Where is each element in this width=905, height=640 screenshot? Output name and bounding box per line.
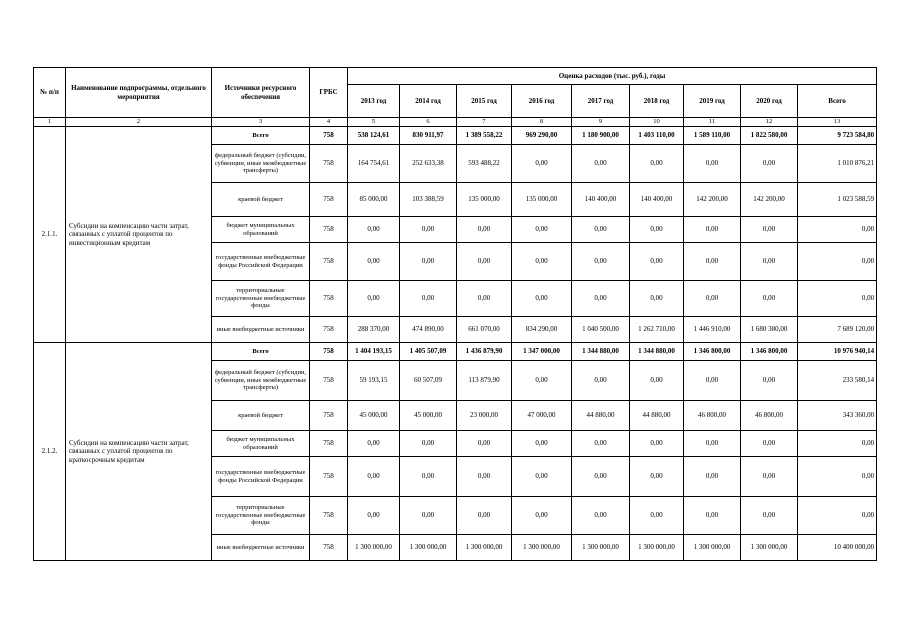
year-value: 1 344 880,00 [572,343,630,361]
year-value: 1 405 507,09 [400,343,457,361]
funding-source: краевой бюджет [212,401,310,431]
funding-source: федеральный бюджет (субсидии, субвенции, иные межбюджетные трансферты) [212,361,310,401]
grbs-code: 758 [310,217,348,243]
year-value: 47 000,00 [512,401,572,431]
year-value: 0,00 [400,457,457,497]
year-value: 0,00 [572,431,630,457]
row-total: 233 580,14 [798,361,877,401]
column-index: 13 [798,118,877,127]
year-value: 0,00 [741,243,798,281]
year-value: 0,00 [630,243,684,281]
year-value: 0,00 [400,243,457,281]
year-value: 0,00 [348,281,400,317]
year-value: 474 890,00 [400,317,457,343]
funding-source: федеральный бюджет (субсидии, субвенции, иные межбюджетные трансферты) [212,145,310,183]
year-value: 0,00 [741,457,798,497]
year-value: 0,00 [400,217,457,243]
funding-source: бюджет муниципальных образований [212,217,310,243]
year-value: 0,00 [630,361,684,401]
year-value: 0,00 [400,431,457,457]
year-value: 0,00 [512,145,572,183]
column-index: 8 [512,118,572,127]
funding-source: территориальные государственные внебюджетные фонды [212,281,310,317]
year-value: 0,00 [741,431,798,457]
row-total: 343 360,00 [798,401,877,431]
column-index: 7 [457,118,512,127]
year-value: 0,00 [684,145,741,183]
year-value: 1 300 000,00 [684,535,741,561]
year-value: 135 000,00 [457,183,512,217]
year-value: 1 347 000,00 [512,343,572,361]
row-total: 0,00 [798,431,877,457]
year-value: 1 300 000,00 [400,535,457,561]
year-value: 0,00 [572,243,630,281]
year-value: 103 388,59 [400,183,457,217]
column-index: 12 [741,118,798,127]
header-year: 2016 год [512,85,572,118]
year-value: 834 290,00 [512,317,572,343]
grbs-code: 758 [310,127,348,145]
header-year: 2015 год [457,85,512,118]
column-index: 10 [630,118,684,127]
table-row [34,127,877,145]
grbs-code: 758 [310,145,348,183]
funding-source: государственные внебюджетные фонды Российской Федерации [212,243,310,281]
year-value: 0,00 [512,281,572,317]
grbs-code: 758 [310,431,348,457]
column-index: 5 [348,118,400,127]
year-value: 1 040 500,00 [572,317,630,343]
year-value: 0,00 [457,243,512,281]
year-value: 1 344 880,00 [630,343,684,361]
year-value: 0,00 [348,497,400,535]
funding-source: иные внебюджетные источники [212,535,310,561]
column-index: 9 [572,118,630,127]
year-value: 1 262 710,00 [630,317,684,343]
year-value: 1 589 110,00 [684,127,741,145]
year-value: 1 680 380,00 [741,317,798,343]
row-total: 9 723 584,80 [798,127,877,145]
item-title: Субсидии на компенсацию части затрат, связанных с уплатой процентов по краткосрочным кредитам [66,343,212,561]
funding-source: бюджет муниципальных образований [212,431,310,457]
year-value: 0,00 [684,217,741,243]
grbs-code: 758 [310,317,348,343]
year-value: 140 400,00 [572,183,630,217]
funding-source: иные внебюджетные источники [212,317,310,343]
row-total: 0,00 [798,217,877,243]
year-value: 0,00 [348,243,400,281]
year-value: 593 488,22 [457,145,512,183]
header-total: Всего [798,85,877,118]
table-row [34,343,877,361]
grbs-code: 758 [310,183,348,217]
year-value: 46 800,00 [684,401,741,431]
year-value: 538 124,61 [348,127,400,145]
row-total: 0,00 [798,243,877,281]
grbs-code: 758 [310,457,348,497]
header-year: 2020 год [741,85,798,118]
year-value: 1 822 580,00 [741,127,798,145]
header-year: 2013 год [348,85,400,118]
year-value: 45 000,00 [348,401,400,431]
header-grbs: ГРБС [310,68,348,118]
year-value: 1 346 800,00 [684,343,741,361]
column-index: 1 [34,118,66,127]
year-value: 1 300 000,00 [457,535,512,561]
year-value: 23 000,00 [457,401,512,431]
year-value: 0,00 [572,497,630,535]
year-value: 0,00 [400,497,457,535]
row-total: 7 689 120,00 [798,317,877,343]
year-value: 59 193,15 [348,361,400,401]
year-value: 60 507,09 [400,361,457,401]
header-estimate: Оценка расходов (тыс. руб.), годы [348,68,877,85]
year-value: 0,00 [512,457,572,497]
column-index: 11 [684,118,741,127]
header-year: 2019 год [684,85,741,118]
column-index: 3 [212,118,310,127]
year-value: 252 633,38 [400,145,457,183]
year-value: 44 880,00 [630,401,684,431]
year-value: 44 880,00 [572,401,630,431]
funding-source: Всего [212,127,310,145]
grbs-code: 758 [310,243,348,281]
row-total: 0,00 [798,281,877,317]
year-value: 0,00 [741,361,798,401]
year-value: 661 070,00 [457,317,512,343]
year-value: 1 346 800,00 [741,343,798,361]
funding-source: краевой бюджет [212,183,310,217]
year-value: 0,00 [630,497,684,535]
grbs-code: 758 [310,343,348,361]
year-value: 1 300 000,00 [348,535,400,561]
header-name: Наименование подпрограммы, отдельного мероприятия [66,68,212,118]
year-value: 1 436 879,90 [457,343,512,361]
year-value: 135 000,00 [512,183,572,217]
year-value: 0,00 [572,145,630,183]
year-value: 0,00 [512,243,572,281]
grbs-code: 758 [310,361,348,401]
year-value: 0,00 [457,457,512,497]
year-value: 0,00 [684,431,741,457]
year-value: 164 754,61 [348,145,400,183]
year-value: 0,00 [512,431,572,457]
year-value: 0,00 [348,217,400,243]
item-number: 2.1.2. [34,343,66,561]
year-value: 1 300 000,00 [741,535,798,561]
year-value: 0,00 [457,281,512,317]
grbs-code: 758 [310,535,348,561]
year-value: 0,00 [741,217,798,243]
year-value: 288 370,00 [348,317,400,343]
funding-source: государственные внебюджетные фонды Российской Федерации [212,457,310,497]
year-value: 1 300 000,00 [572,535,630,561]
item-number: 2.1.1. [34,127,66,343]
year-value: 830 911,97 [400,127,457,145]
column-index: 2 [66,118,212,127]
year-value: 1 404 193,15 [348,343,400,361]
header-source: Источники ресурсного обеспечения [212,68,310,118]
year-value: 0,00 [741,497,798,535]
year-value: 0,00 [684,243,741,281]
header-num: № п/п [34,68,66,118]
year-value: 0,00 [457,431,512,457]
row-total: 10 976 940,14 [798,343,877,361]
year-value: 142 200,00 [684,183,741,217]
year-value: 0,00 [684,497,741,535]
year-value: 0,00 [572,217,630,243]
year-value: 0,00 [400,281,457,317]
year-value: 0,00 [457,497,512,535]
year-value: 969 290,00 [512,127,572,145]
year-value: 0,00 [630,145,684,183]
row-total: 10 400 000,00 [798,535,877,561]
expense-table [33,67,877,561]
year-value: 1 180 900,00 [572,127,630,145]
header-year: 2017 год [572,85,630,118]
row-total: 0,00 [798,457,877,497]
header-year: 2018 год [630,85,684,118]
year-value: 0,00 [512,361,572,401]
year-value: 0,00 [684,281,741,317]
year-value: 142 200,00 [741,183,798,217]
year-value: 0,00 [630,281,684,317]
year-value: 1 300 000,00 [630,535,684,561]
year-value: 0,00 [684,457,741,497]
column-index: 6 [400,118,457,127]
funding-source: территориальные государственные внебюджетные фонды [212,497,310,535]
year-value: 0,00 [512,497,572,535]
year-value: 0,00 [630,217,684,243]
year-value: 0,00 [630,431,684,457]
grbs-code: 758 [310,401,348,431]
funding-source: Всего [212,343,310,361]
year-value: 0,00 [457,217,512,243]
grbs-code: 758 [310,281,348,317]
year-value: 0,00 [512,217,572,243]
column-index: 4 [310,118,348,127]
year-value: 113 879,90 [457,361,512,401]
year-value: 1 389 558,22 [457,127,512,145]
year-value: 1 446 910,00 [684,317,741,343]
header-year: 2014 год [400,85,457,118]
item-title: Субсидии на компенсацию части затрат, связанных с уплатой процентов по инвестиционным кредитам [66,127,212,343]
year-value: 85 000,00 [348,183,400,217]
year-value: 0,00 [572,281,630,317]
year-value: 0,00 [572,457,630,497]
year-value: 0,00 [741,145,798,183]
year-value: 0,00 [741,281,798,317]
grbs-code: 758 [310,497,348,535]
year-value: 45 000,00 [400,401,457,431]
year-value: 46 800,00 [741,401,798,431]
year-value: 0,00 [348,457,400,497]
year-value: 0,00 [630,457,684,497]
row-total: 1 023 588,59 [798,183,877,217]
year-value: 1 403 110,00 [630,127,684,145]
row-total: 1 010 876,21 [798,145,877,183]
year-value: 0,00 [684,361,741,401]
year-value: 0,00 [348,431,400,457]
row-total: 0,00 [798,497,877,535]
year-value: 0,00 [572,361,630,401]
year-value: 1 300 000,00 [512,535,572,561]
year-value: 140 400,00 [630,183,684,217]
